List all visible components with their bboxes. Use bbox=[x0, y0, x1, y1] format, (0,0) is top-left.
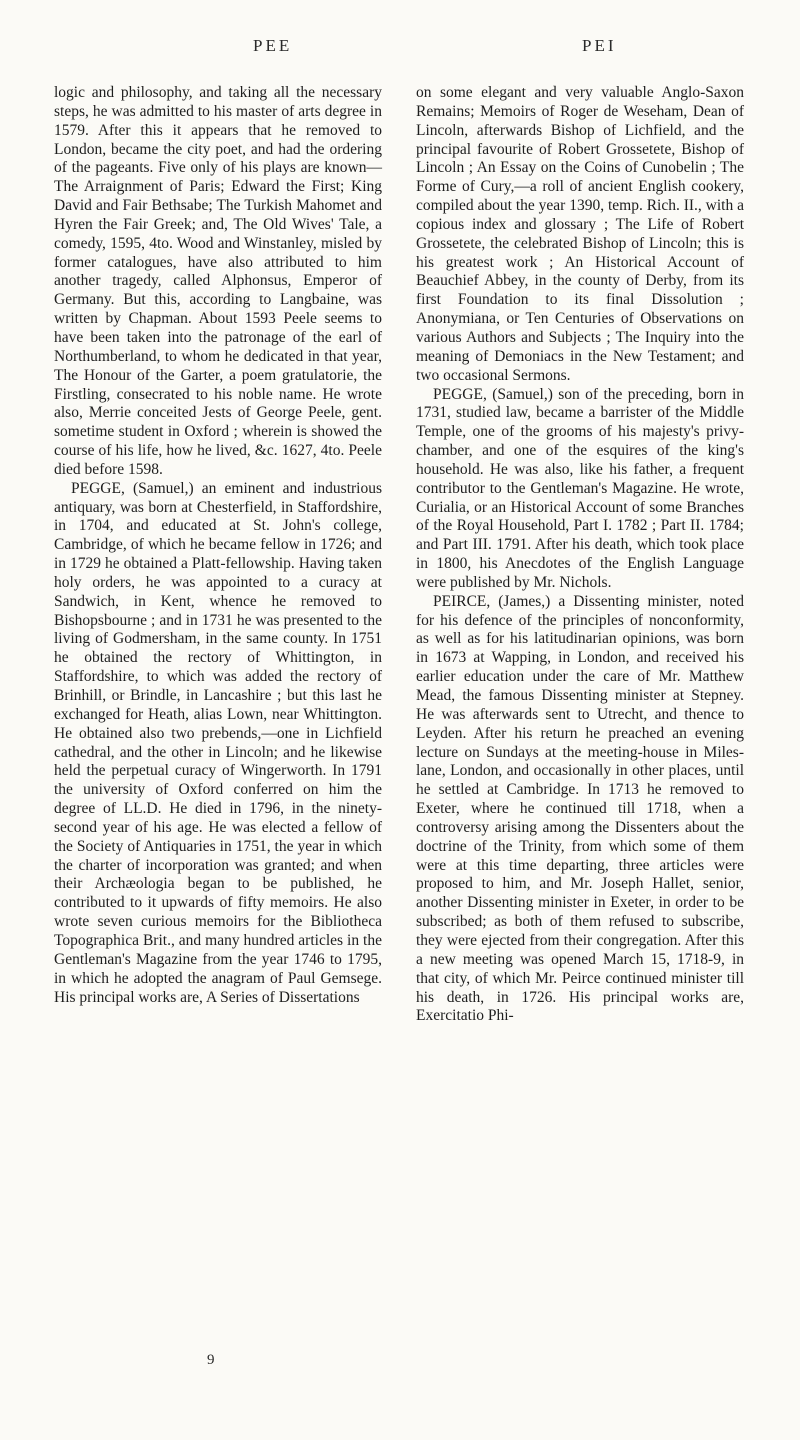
paragraph-pegge-works-continued: on some elegant and very valuable Anglo-Saxon Remains; Memoirs of Roger de Weseham, Dean of Lincoln, afterwards Bishop of Lichfield, and the principal favourite of Robert Grossetete, Bishop of Lincoln ; An Essay on the Coins of Cunobelin ; The Forme of Cury,—a roll of ancient English cookery, compiled about the year 1390, temp. Rich. II., with a copious index and glossary ; The Life of Robert Grossetete, the celebrated Bishop of Lincoln; this is his greatest work ; An Historical Account of Beauchief Abbey, in the county of Derby, from its first Foundation to its final Dissolution ; Anonymiana, or Ten Centuries of Observations on various Authors and Subjects ; The Inquiry into the meaning of Demoniacs in the New Testament; and two occasional Sermons. bbox=[416, 84, 744, 384]
signature-mark: 9 bbox=[207, 1352, 215, 1368]
left-column bbox=[54, 84, 382, 1007]
running-head-right: PEI bbox=[582, 36, 617, 55]
entry-pegge-samuel-younger: PEGGE, (Samuel,) son of the preceding, born in 1731, studied law, became a barrister of the Middle Temple, one of the grooms of his majesty's privy-chamber, and one of the esquires of the king's household. He was also, like his father, a frequent contributor to the Gentleman's Magazine. He wrote, Curialia, or an Historical Account of some Branches of the Royal Household, Part I. 1782 ; Part II. 1784; and Part III. 1791. After his death, which took place in 1800, his Anecdotes of the English Language were published by Mr. Nichols. bbox=[416, 385, 744, 591]
right-column bbox=[416, 84, 744, 1026]
running-head-left: PEE bbox=[253, 36, 293, 55]
paragraph-peele-continued: logic and philosophy, and taking all the necessary steps, he was admitted to his master of arts degree in 1579. After this it appears that he removed to London, became the city poet, and had the ordering of the pageants. Five only of his plays are known—The Arraignment of Paris; Edward the First; King David and Fair Bethsabe; The Turkish Mahomet and Hyren the Fair Greek; and, The Old Wives' Tale, a comedy, 1595, 4to. Wood and Winstanley, misled by former catalogues, have also attributed to him another tragedy, called Alphonsus, Emperor of Germany. But this, according to Langbaine, was written by Chapman. About 1593 Peele seems to have been taken into the patronage of the earl of Northumberland, to whom he dedicated in that year, The Honour of the Garter, a poem gratulatorie, the Firstling, consecrated to his noble name. He wrote also, Merrie conceited Jests of George Peele, gent. sometime student in Oxford ; wherein is showed the course of his life, how he lived, &c. 1627, 4to. Peele died before 1598. bbox=[54, 84, 382, 478]
entry-pegge-samuel-elder: PEGGE, (Samuel,) an eminent and industrious antiquary, was born at Chesterfield, in Staffordshire, in 1704, and educated at St. John's college, Cambridge, of which he became fellow in 1726; and in 1729 he obtained a Platt-fellowship. Having taken holy orders, he was appointed to a curacy at Sandwich, in Kent, whence he removed to Bishopsbourne ; and in 1731 he was presented to the living of Godmersham, in the same county. In 1751 he obtained the rectory of Whittington, in Staffordshire, to which was added the rectory of Brinhill, or Brindle, in Lancashire ; but this last he exchanged for Heath, alias Lown, near Whittington. He obtained also two prebends,—one in Lichfield cathedral, and the other in Lincoln; and he likewise held the perpetual curacy of Wingerworth. In 1791 the university of Oxford conferred on him the degree of LL.D. He died in 1796, in the ninety-second year of his age. He was elected a fellow of the Society of Antiquaries in 1751, the year in which the charter of incorporation was granted; and when their Archæologia began to be published, he contributed to it upwards of fifty memoirs. He also wrote seven curious memoirs for the Bibliotheca Topographica Brit., and many hundred articles in the Gentleman's Magazine from the year 1746 to 1795, in which he adopted the anagram of Paul Gemsege. His principal works are, A Series of Dissertations bbox=[54, 479, 382, 1006]
entry-peirce-james: PEIRCE, (James,) a Dissenting minister, noted for his defence of the principles of nonconformity, as well as for his latitudinarian opinions, was born in 1673 at Wapping, in London, and received his earlier education under the care of Mr. Matthew Mead, the famous Dissenting minister at Stepney. He was afterwards sent to Utrecht, and thence to Leyden. After his return he preached an evening lecture on Sundays at the meeting-house in Miles-lane, London, and occasionally in other places, until he settled at Cambridge. In 1713 he removed to Exeter, where he continued till 1718, when a controversy arising among the Dissenters about the doctrine of the Trinity, from which some of them were at this time departing, three articles were proposed to him, and Mr. Joseph Hallet, senior, another Dissenting minister in Exeter, in order to be subscribed; as both of them refused to subscribe, they were ejected from their congregation. After this a new meeting was opened March 15, 1718-9, in that city, of which Mr. Peirce continued minister till his death, in 1726. His principal works are, Exercitatio Phi- bbox=[416, 592, 744, 1025]
